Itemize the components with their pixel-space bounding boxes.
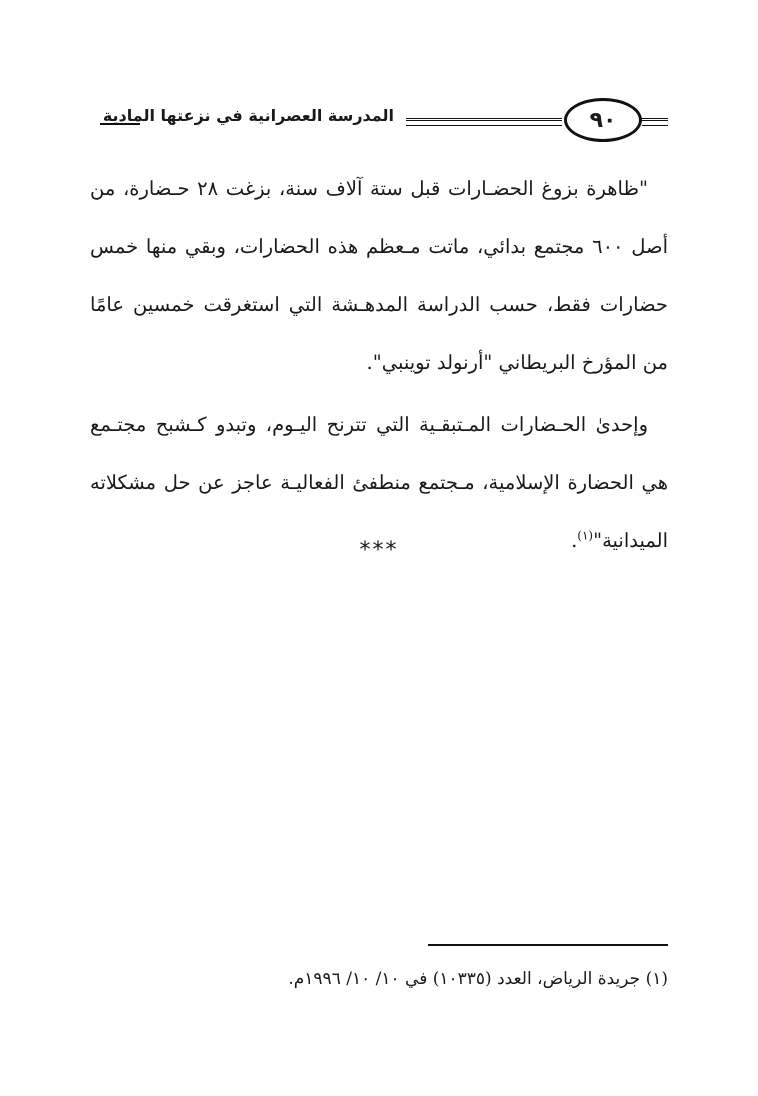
header-rule-middle — [406, 118, 562, 126]
page-number: ٩٠ — [564, 98, 642, 142]
header-rule-right — [642, 118, 668, 126]
paragraph-quote — [90, 160, 668, 392]
paragraph-2-text: وإحدىٰ الحـضارات المـتبقـية التي تترنح اليـوم، وتبدو كـشبح مجتـمع هي الحضارة الإسلامية، مـجتمع منطفئ الفعاليـة عاجز عن حل مشكلاته الميدانية" — [90, 413, 668, 552]
paragraph-1-text: "ظاهرة بزوغ الحضـارات قبل ستة آلاف سنة، بزغت ٢٨ حـضارة، من أصل ٦٠٠ مجتمع بدائي، ماتت مـعظم هذه الحضارات، وبقي منها خمس حضارات فقط، حسب الدراسة المدهـشة التي استغرقت خمسين عامًا من المؤرخ البريطاني "أرنولد توينبي". — [90, 177, 668, 374]
page-header — [92, 96, 668, 150]
running-title: المدرسة العصرانية في نزعتها المادية — [102, 106, 394, 125]
section-separator: *** — [359, 538, 399, 563]
paragraph-2-end: . — [571, 529, 578, 552]
footnote-rule — [428, 944, 668, 946]
footnote: (١) جريدة الرياض، العدد (١٠٣٣٥) في ١٠/ ١٠/ ١٩٩٦م. — [288, 969, 668, 989]
body-text — [90, 160, 668, 570]
footnote-reference: (١) — [577, 528, 594, 543]
